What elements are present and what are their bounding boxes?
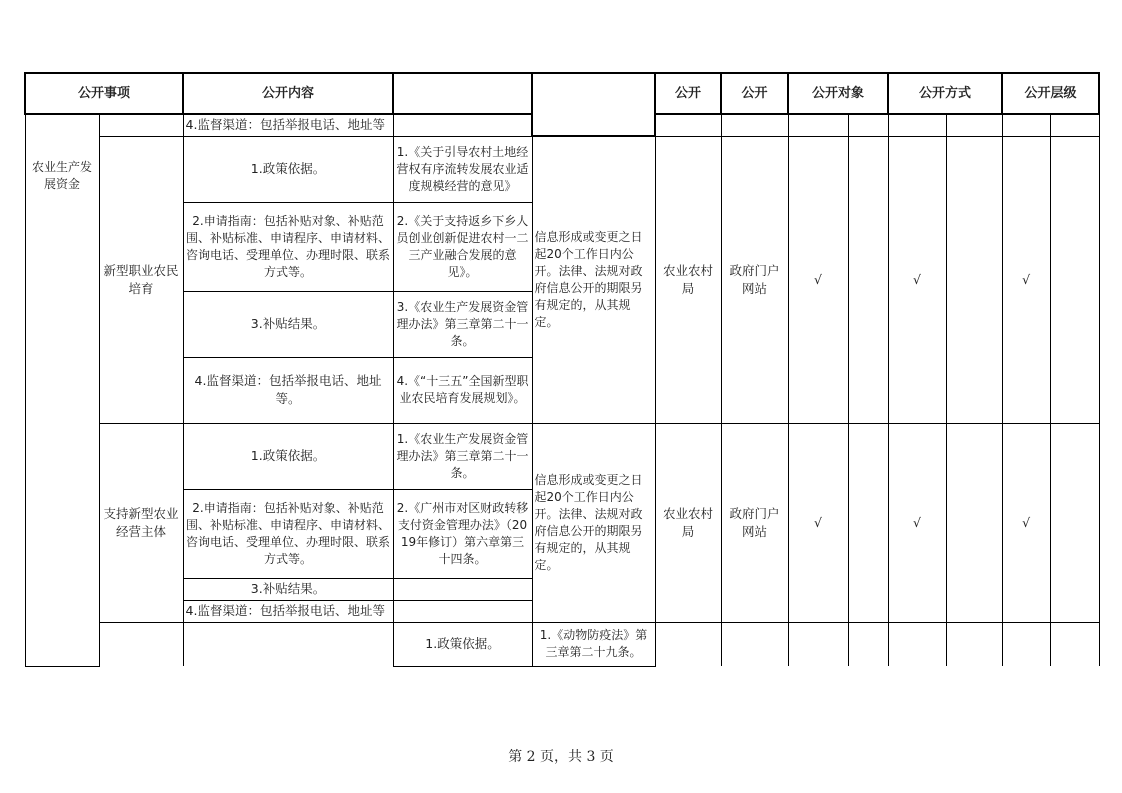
subitem-cell: 新型职业农民培育 <box>99 136 183 423</box>
level-check: √ <box>1002 136 1050 423</box>
page-footer: 第 2 页，共 3 页 <box>508 749 614 765</box>
subitem-empty <box>99 114 183 136</box>
empty-cell <box>1050 136 1099 423</box>
time-limit-cell: 信息形成或变更之日起20个工作日内公开。法律、法规对政府信息公开的期限另有规定的，从其规定。 <box>532 423 655 622</box>
header-method: 公开方式 <box>888 73 1002 114</box>
empty-cell <box>946 136 1002 423</box>
category-cell: 农业生产发展资金 <box>25 114 99 666</box>
header-content: 公开内容 <box>183 73 393 114</box>
header-public2: 公开 <box>721 73 788 114</box>
empty-cell <box>1002 622 1050 666</box>
empty-cell <box>1050 622 1099 666</box>
empty-cell <box>655 622 721 666</box>
content-cell: 4.监督渠道：包括举报电话、地址等。 <box>183 357 393 423</box>
content-cell: 1.政策依据。 <box>393 622 532 666</box>
channel-cell: 政府门户网站 <box>721 136 788 423</box>
time-limit-cell: 信息形成或变更之日起20个工作日内公开。法律、法规对政府信息公开的期限另有规定的，从其规定。 <box>532 136 655 423</box>
header-row <box>25 73 1099 114</box>
level-check: √ <box>1002 423 1050 622</box>
empty-cell <box>1050 114 1099 136</box>
content-cell: 1.政策依据。 <box>183 423 393 489</box>
content-cell: 4.监督渠道：包括举报电话、地址等 <box>183 600 393 622</box>
empty-cell <box>848 114 888 136</box>
content-cell: 1.政策依据。 <box>183 136 393 202</box>
empty-cell <box>655 114 721 136</box>
basis-cell: 4.《“十三五”全国新型职业农民培育发展规划》。 <box>393 357 532 423</box>
empty-cell <box>721 114 788 136</box>
basis-cell: 1.《动物防疫法》第三章第二十九条。 <box>532 622 655 666</box>
empty-cell <box>1002 114 1050 136</box>
empty-cell <box>1050 423 1099 622</box>
empty-cell <box>721 622 788 666</box>
subitem-cell: 支持新型农业经营主体 <box>99 423 183 622</box>
empty-cell <box>848 423 888 622</box>
empty-cell <box>946 622 1002 666</box>
basis-cell: 3.《农业生产发展资金管理办法》第三章第二十一条。 <box>393 291 532 357</box>
header-item: 公开事项 <box>25 73 183 114</box>
channel-cell: 政府门户网站 <box>721 423 788 622</box>
header-level: 公开层级 <box>1002 73 1099 114</box>
content-cell: 3.补贴结果。 <box>183 291 393 357</box>
empty-cell <box>788 622 848 666</box>
empty-cell <box>946 423 1002 622</box>
target-check: √ <box>788 136 848 423</box>
empty-cell <box>848 136 888 423</box>
header-timelimit <box>532 73 655 136</box>
empty-cell <box>946 114 1002 136</box>
basis-empty <box>393 600 532 622</box>
header-target: 公开对象 <box>788 73 888 114</box>
method-check: √ <box>888 423 946 622</box>
table-row <box>25 136 1099 202</box>
basis-cell: 2.《关于支持返乡下乡人员创业创新促进农村一二三产业融合发展的意见》。 <box>393 202 532 291</box>
basis-empty <box>393 114 532 136</box>
disclosure-table <box>24 72 1100 667</box>
subject-cell: 农业农村局 <box>655 136 721 423</box>
content-cell: 2.申请指南：包括补贴对象、补贴范围、补贴标准、申请程序、申请材料、咨询电话、受理单位、办理时限、联系方式等。 <box>183 489 393 578</box>
basis-empty <box>393 578 532 600</box>
target-check: √ <box>788 423 848 622</box>
content-cell: 4.监督渠道：包括举报电话、地址等 <box>183 114 393 136</box>
header-public1: 公开 <box>655 73 721 114</box>
content-cell: 2.申请指南：包括补贴对象、补贴范围、补贴标准、申请程序、申请材料、咨询电话、受理单位、办理时限、联系方式等。 <box>183 202 393 291</box>
subitem-empty <box>183 622 393 666</box>
empty-cell <box>788 114 848 136</box>
basis-cell: 1.《关于引导农村土地经营权有序流转发展农业适度规模经营的意见》 <box>393 136 532 202</box>
basis-cell: 1.《农业生产发展资金管理办法》第三章第二十一条。 <box>393 423 532 489</box>
empty-cell <box>888 114 946 136</box>
header-basis <box>393 73 532 114</box>
subject-cell: 农业农村局 <box>655 423 721 622</box>
empty-cell <box>888 622 946 666</box>
category-empty <box>99 622 183 666</box>
table-row <box>25 622 1099 666</box>
method-check: √ <box>888 136 946 423</box>
content-cell: 3.补贴结果。 <box>183 578 393 600</box>
empty-cell <box>848 622 888 666</box>
table-row <box>25 423 1099 489</box>
basis-cell: 2.《广州市对区财政转移支付资金管理办法》（2019年修订）第六章第三十四条。 <box>393 489 532 578</box>
